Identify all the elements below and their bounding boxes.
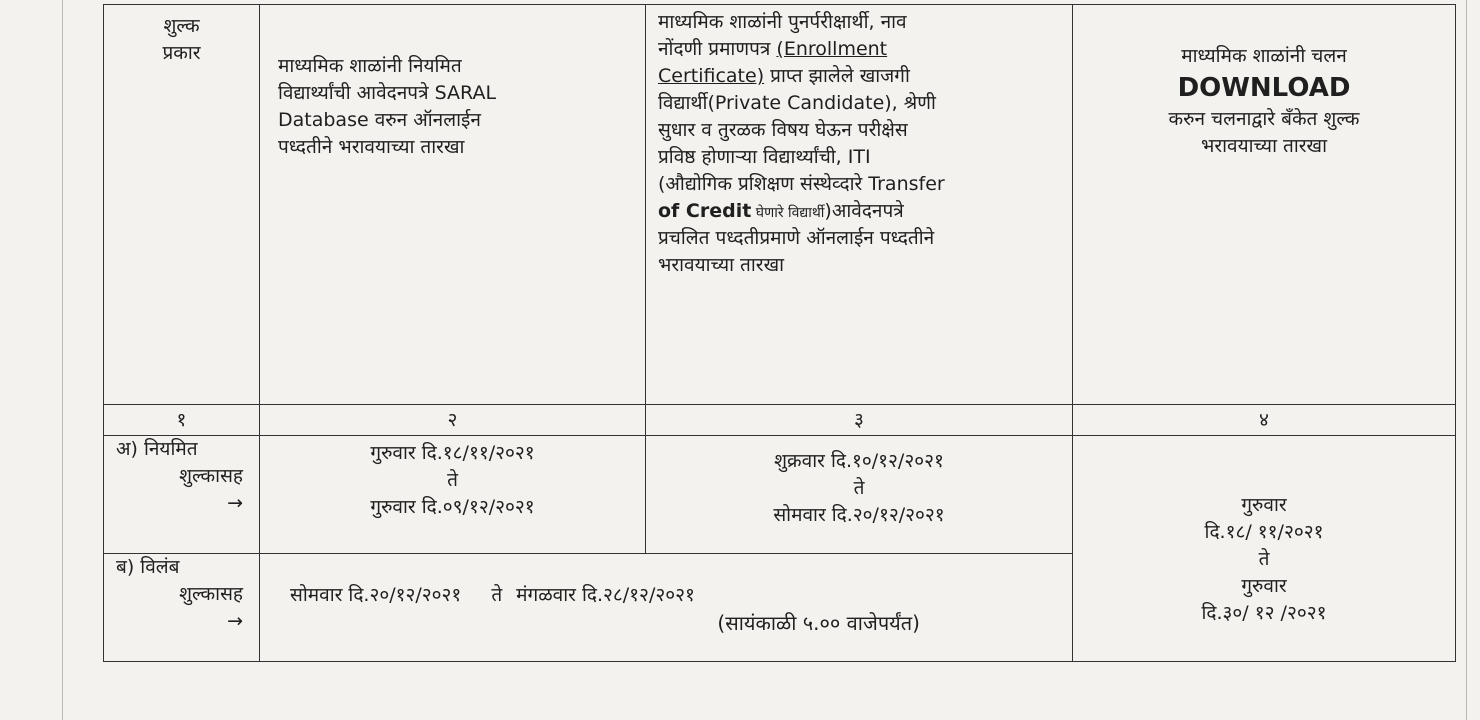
fee-type-header: शुल्क प्रकार bbox=[104, 5, 260, 405]
late-fee-time-note: (सायंकाळी ५.०० वाजेपर्यंत) bbox=[717, 610, 920, 635]
challan-dates-header: माध्यमिक शाळांनी चलन DOWNLOAD करुन चलनाद्वारे बँकेत शुल्क भरावयाच्या तारखा bbox=[1073, 5, 1456, 405]
challan-dates: गुरुवार दि.१८/ ११/२०२१ ते गुरुवार दि.३०/ १२ /२०२१ bbox=[1073, 436, 1456, 662]
page-right-edge bbox=[1466, 0, 1467, 720]
header-row bbox=[104, 5, 1456, 405]
download-label: DOWNLOAD bbox=[1177, 72, 1351, 103]
column-number: ३ bbox=[646, 405, 1073, 436]
column-number: २ bbox=[260, 405, 646, 436]
regular-fee-row bbox=[104, 436, 1456, 554]
page-left-edge bbox=[62, 0, 63, 720]
column-number: ४ bbox=[1073, 405, 1456, 436]
regular-saral-dates: गुरुवार दि.१८/११/२०२१ ते गुरुवार दि.०९/१२/२०२१ bbox=[260, 436, 646, 554]
arrow-icon: → bbox=[227, 491, 243, 514]
regular-fee-label: अ) नियमित शुल्कासह → bbox=[104, 436, 260, 554]
private-candidate-dates-header: माध्यमिक शाळांनी पुनर्परीक्षार्थी, नाव नोंदणी प्रमाणपत्र (Enrollment Certificate) प्राप्त झालेले खाजगी विद्यार्थी(Private Candidate), श्रेणी सुधार व तुरळक विषय घेऊन परीक्षेस प्रविष्ठ होणाऱ्या विद्यार्थ्यांची, ITI (औद्योगिक प्रशिक्षण संस्थेव्दारे Transfer of Credit घेणारे विद्यार्थी)आवेदनपत्रे प्रचलित पध्दतीप्रमाणे ऑनलाईन पध्दतीने भरावयाच्या तारखा bbox=[646, 5, 1073, 405]
late-fee-label: ब) विलंब शुल्कासह → bbox=[104, 554, 260, 662]
saral-dates-header: माध्यमिक शाळांनी नियमित विद्यार्थ्यांची आवेदनपत्रे SARAL Database वरुन ऑनलाईन पध्दतीने भरावयाच्या तारखा bbox=[260, 5, 646, 405]
late-fee-dates: सोमवार दि.२०/१२/२०२१ ते मंगळवार दि.२८/१२/२०२१ (सायंकाळी ५.०० वाजेपर्यंत) bbox=[260, 554, 1073, 662]
column-number: १ bbox=[104, 405, 260, 436]
column-number-row bbox=[104, 405, 1456, 436]
fee-schedule-table bbox=[103, 4, 1456, 662]
arrow-icon: → bbox=[227, 609, 243, 632]
regular-private-dates: शुक्रवार दि.१०/१२/२०२१ ते सोमवार दि.२०/१२/२०२१ bbox=[646, 436, 1073, 554]
